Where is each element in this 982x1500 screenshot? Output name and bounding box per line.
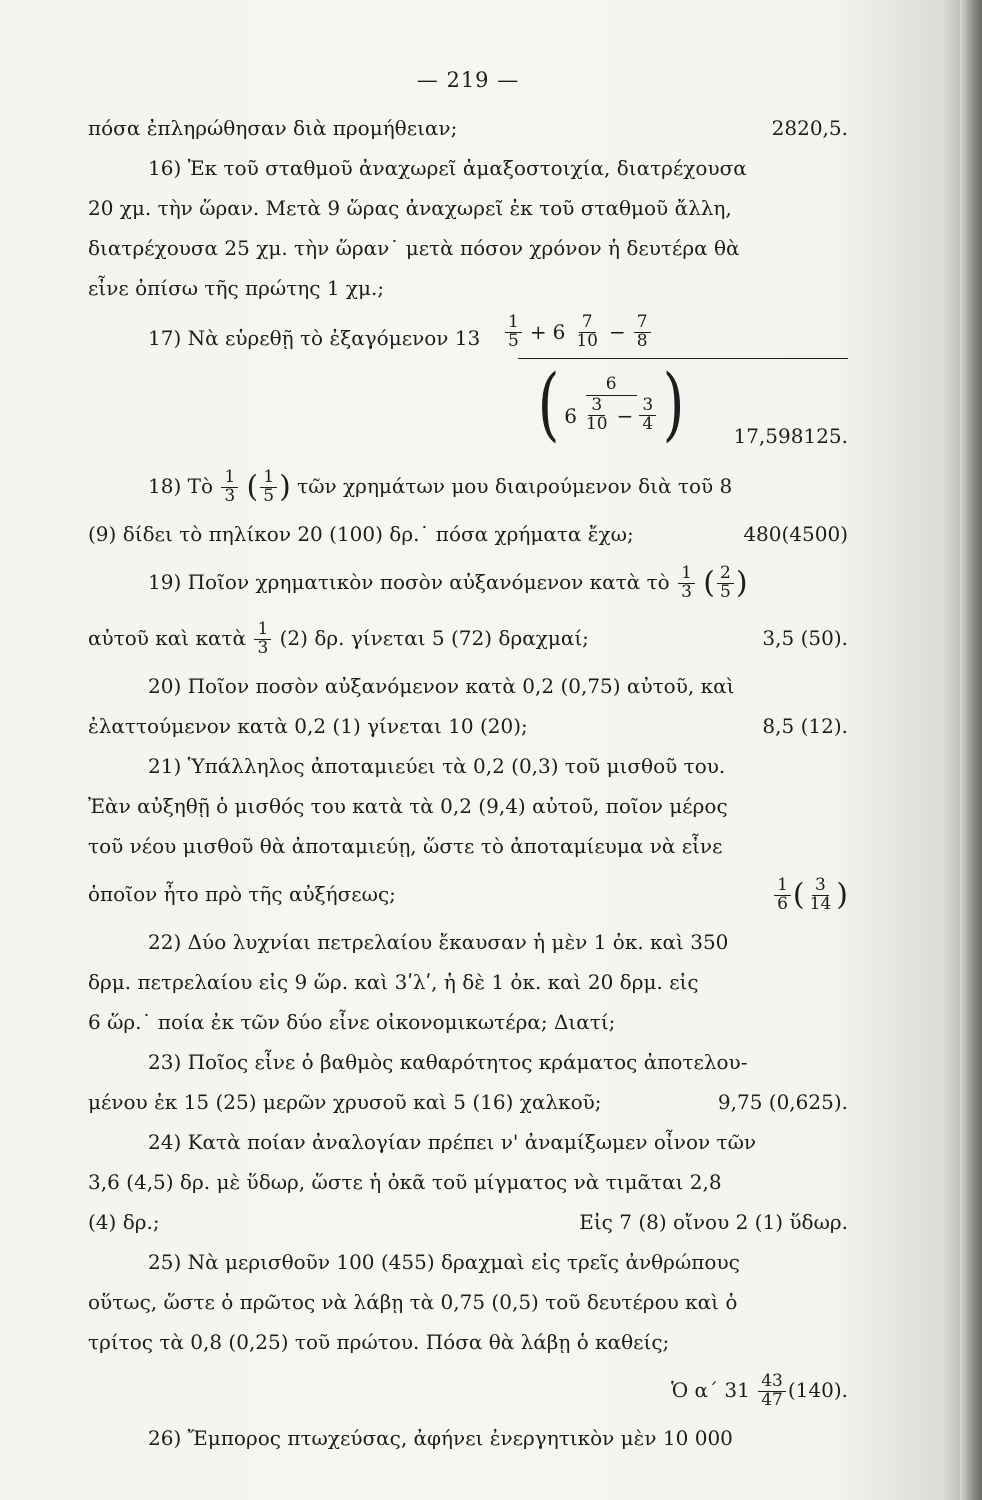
paren-left: ( <box>537 357 560 450</box>
text-line: αὐτοῦ καὶ κατὰ $\frac{1}{3}$ (2) δρ. γίνεται 5 (72) δραχμαί; 3,5 (50). <box>88 610 848 666</box>
answer: Εἰς 7 (8) οἴνου 2 (1) ὕδωρ. <box>579 1210 848 1234</box>
text-line <box>88 108 848 148</box>
page-number: — 219 — <box>416 68 520 92</box>
problem-22: 22) Δύο λυχνίαι πετρελαίου ἔκαυσαν ἡ μὲν 1 ὀκ. καὶ 350 <box>148 930 729 954</box>
text-line: εἶνε ὀπίσω τῆς πρώτης 1 χμ.; <box>88 276 385 300</box>
fraction: $\frac{7}{10}$ <box>576 311 598 351</box>
fraction: $\frac{1}{3}$ <box>221 469 238 506</box>
line-text: πόσα ἐπληρώθησαν διὰ προμήθειαν; <box>88 116 458 140</box>
problem-20: 20) Ποῖον ποσὸν αὐξανόμενον κατὰ 0,2 (0,75) αὐτοῦ, καὶ <box>148 674 735 698</box>
text-line: μένου ἐκ 15 (25) μερῶν χρυσοῦ καὶ 5 (16) χαλκοῦ; 9,75 (0,625). <box>88 1082 848 1122</box>
problem-16: 16) Ἐκ τοῦ σταθμοῦ ἀναχωρεῖ ἁμαξοστοιχία, διατρέχουσα <box>148 156 747 180</box>
answer: 9,75 (0,625). <box>717 1090 848 1114</box>
text-line: τρίτος τὰ 0,8 (0,25) τοῦ πρώτου. Πόσα θὰ λάβῃ ὁ καθείς; <box>88 1330 670 1354</box>
fraction: $\frac{1}{3}$ <box>254 621 271 658</box>
fraction: $\frac{1}{3}$ <box>678 565 695 602</box>
operator: − <box>608 320 626 344</box>
text-line: τοῦ νέου μισθοῦ θὰ ἀποταμιεύῃ, ὥστε τὸ ἀποταμίευμα νὰ εἶνε <box>88 834 723 858</box>
text-line: 3,6 (4,5) δρ. μὲ ὕδωρ, ὥστε ἡ ὀκᾶ τοῦ μίγματος νὰ τιμᾶται 2,8 <box>88 1170 722 1194</box>
answer: 3,5 (50). <box>762 626 848 650</box>
answer: 17,598125. <box>733 424 848 448</box>
formula-numerator <box>503 312 653 352</box>
fraction: $\frac{1}{5}$ <box>260 469 277 506</box>
text-line: δρμ. πετρελαίου εἰς 9 ὥρ. καὶ 3ʹλʹ, ἡ δὲ 1 ὀκ. καὶ 20 δρμ. εἰς <box>88 970 699 994</box>
problem-24: 24) Κατὰ ποίαν ἀναλογίαν πρέπει ν' ἀναμίξωμεν οἶνον τῶν <box>148 1130 757 1154</box>
problem-21: 21) Ὑπάλληλος ἀποταμιεύει τὰ 0,2 (0,3) τοῦ μισθοῦ του. <box>148 754 726 778</box>
text-line: (9) δίδει τὸ πηλίκον 20 (100) δρ.˙ πόσα χρήματα ἔχω; 480(4500) <box>88 514 848 554</box>
page-text <box>88 60 848 1458</box>
problem-26: 26) Ἔμπορος πτωχεύσας, ἀφήνει ἐνεργητικὸν μὲν 10 000 <box>148 1426 733 1450</box>
text-line: ἐλαττούμενον κατὰ 0,2 (1) γίνεται 10 (20); 8,5 (12). <box>88 706 848 746</box>
answer: Ὁ α´ 31 $\frac{43}{47}$ (140). <box>671 1371 848 1410</box>
text-line: 20 χμ. τὴν ὥραν. Μετὰ 9 ὥρας ἀναχωρεῖ ἐκ τοῦ σταθμοῦ ἄλλη, <box>88 196 732 220</box>
problem-23: 23) Ποῖος εἶνε ὁ βαθμὸς καθαρότητος κράματος ἀποτελου- <box>148 1050 748 1074</box>
text-line: (4) δρ.; Εἰς 7 (8) οἴνου 2 (1) ὕδωρ. <box>88 1202 848 1242</box>
whole-number: 6 <box>552 320 566 344</box>
text-line: οὕτως, ὥστε ὁ πρῶτος νὰ λάβῃ τὰ 0,75 (0,5) τοῦ δευτέρου καὶ ὁ <box>88 1290 738 1314</box>
problem-17-formula <box>88 308 848 458</box>
nested-fraction: 6 6 $\frac{3}{10}$ − $\frac{3}{4}$ <box>564 373 658 436</box>
answer: 8,5 (12). <box>762 714 848 738</box>
operator: + <box>529 320 547 344</box>
answer: 2820,5. <box>771 116 848 140</box>
formula-denominator <box>533 357 689 450</box>
problem-25: 25) Νὰ μερισθοῦν 100 (455) δραχμαὶ εἰς τρεῖς ἀνθρώπους <box>148 1250 740 1274</box>
text-line: Ἐὰν αὐξηθῇ ὁ μισθός του κατὰ τὰ 0,2 (9,4) αὐτοῦ, ποῖον μέρος <box>88 794 728 818</box>
text-line <box>88 1362 848 1418</box>
answer: 480(4500) <box>743 522 848 546</box>
problem-17: 17) Νὰ εὑρεθῇ τὸ ἐξαγόμενον 13 <box>148 326 481 350</box>
text-line: 6 ὥρ.˙ ποία ἐκ τῶν δύο εἶνε οἰκονομικωτέρα; Διατί; <box>88 1010 616 1034</box>
fraction: $\frac{1}{5}$ <box>505 314 522 351</box>
page-gutter-shadow <box>960 0 982 1500</box>
text-line: ὁποῖον ἦτο πρὸ τῆς αὐξήσεως; $\frac{1}{6}$ ( $\frac{3}{14}$ ) <box>88 866 848 922</box>
fraction: $\frac{7}{8}$ <box>634 314 651 351</box>
text-line: διατρέχουσα 25 χμ. τὴν ὥραν˙ μετὰ πόσον χρόνον ἡ δευτέρα θὰ <box>88 236 740 260</box>
paren-right: ) <box>662 357 685 450</box>
problem-18: 18) Τὸ $\frac{1}{3}$ ( $\frac{1}{5}$ ) τῶν χρημάτων μου διαιρούμενον διὰ τοῦ 8 <box>148 467 733 506</box>
answer: $\frac{1}{6}$ ( $\frac{3}{14}$ ) <box>772 866 848 924</box>
fraction: $\frac{2}{5}$ <box>717 565 734 602</box>
problem-19: 19) Ποῖον χρηματικὸν ποσὸν αὐξανόμενον κατὰ τὸ $\frac{1}{3}$ ( $\frac{2}{5}$ ) <box>148 563 748 602</box>
